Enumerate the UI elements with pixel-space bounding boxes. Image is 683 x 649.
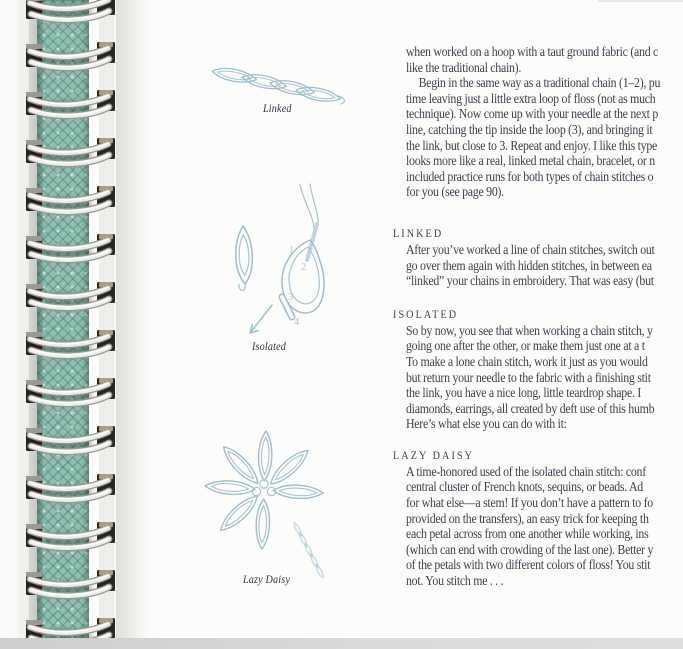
text-line: A time-honored used of the isolated chain stitch: conf [406, 463, 646, 479]
binding-ring [26, 138, 115, 165]
binding-ring [26, 426, 115, 453]
section-lazy-daisy [393, 448, 683, 589]
section-linked [393, 226, 683, 289]
photo-edge-shadow [598, 0, 683, 2]
binding-ring [26, 42, 115, 69]
page-gutter-shadow [116, 0, 150, 640]
text-line: when worked on a hoop with a taut ground fabric (and c [406, 44, 659, 59]
text-line: diamonds, earrings, all created by deft use of this humb [406, 400, 655, 416]
desk-surface-edge [0, 638, 683, 649]
text-line: included practice runs for both types of chain stitches o [406, 168, 654, 184]
text-line: the link, you have a nice long, little teardrop shape. I [406, 385, 642, 401]
binding-ring [26, 234, 115, 261]
section-body-linked [393, 242, 683, 289]
binding-ring [26, 330, 115, 357]
text-line: line, catching the tip inside the loop (3), and bringing it [406, 121, 653, 137]
binding-ring [26, 378, 115, 405]
section-body-lazy-daisy [393, 464, 683, 589]
text-line: technique). Now come up with your needle at the next p [406, 106, 659, 122]
caption-lazy-daisy: Lazy Daisy [243, 574, 291, 586]
text-line: So by now, you see that when working a chain stitch, y [406, 322, 653, 338]
section-heading-lazy-daisy: LAZY DAISY [393, 449, 475, 462]
text-line: To make a lone chain stitch, work it just as you would [406, 353, 648, 369]
binding-ring [26, 282, 115, 309]
binding-ring [26, 186, 115, 213]
binding-rings [0, 0, 135, 649]
binding-ring [26, 570, 115, 597]
binding-ring [26, 474, 115, 501]
intro-paragraph-2 [393, 75, 683, 200]
linked-chain-illustration [211, 65, 345, 104]
text-line: of the petals with two different colors of floss! You stit [406, 557, 651, 573]
text-line: central cluster of French knots, sequins, or beads. Ad [406, 479, 643, 495]
text-line: the link, but close to 3. Repeat and enjoy. I like this type [406, 137, 658, 153]
section-heading-linked: LINKED [393, 227, 444, 240]
caption-linked: Linked [263, 103, 292, 115]
text-line: each petal across from one another while working, ins [406, 526, 649, 542]
binding-ring [26, 0, 115, 21]
step-number-4: 4 [294, 317, 300, 328]
section-isolated [393, 307, 683, 432]
text-line: but return your needle to the fabric with a finishing stit [406, 369, 651, 385]
text-line: looks more like a real, linked metal chain, bracelet, or n [406, 153, 655, 169]
text-line: (which can end with crowding of the last one). Better y [406, 541, 654, 557]
text-line: for what else—a stem! If you don’t have a pattern to fo [406, 495, 653, 511]
text-line: Begin in the same way as a traditional chain (1–2), pu [418, 75, 661, 91]
text-line: going one after the other, or make them just one at a t [406, 338, 645, 354]
caption-isolated: Isolated [252, 341, 287, 353]
step-number-3: 3 [288, 292, 294, 303]
step-number-2: 2 [301, 262, 307, 273]
text-line: not. You stitch me . . . [406, 573, 504, 589]
text-line: go over them again with hidden stitches, in between ea [406, 257, 652, 273]
lazy-daisy-illustration [204, 431, 325, 580]
text-line: time leaving just a little extra loop of floss (not as much [406, 90, 656, 106]
step-number-1: 1 [289, 245, 295, 256]
text-line: provided on the transfers), an easy trick for keeping th [406, 510, 649, 526]
binding-ring [26, 522, 115, 549]
page-text-column [393, 44, 683, 589]
text-line: Here’s what else you can do with it: [406, 416, 567, 432]
text-line: “linked” your chains in embroidery. That was easy (but [406, 273, 654, 289]
intro-paragraph-1 [393, 44, 683, 75]
binding-ring [26, 90, 115, 117]
text-line: After you’ve worked a line of chain stitches, switch out [406, 241, 655, 257]
text-line: like the traditional chain). [406, 59, 522, 75]
text-line: for you (see page 90). [406, 184, 504, 200]
section-heading-isolated: ISOLATED [393, 308, 459, 321]
isolated-stitch-illustration [235, 184, 324, 333]
section-body-isolated [393, 323, 683, 432]
stitch-illustrations [170, 40, 390, 600]
